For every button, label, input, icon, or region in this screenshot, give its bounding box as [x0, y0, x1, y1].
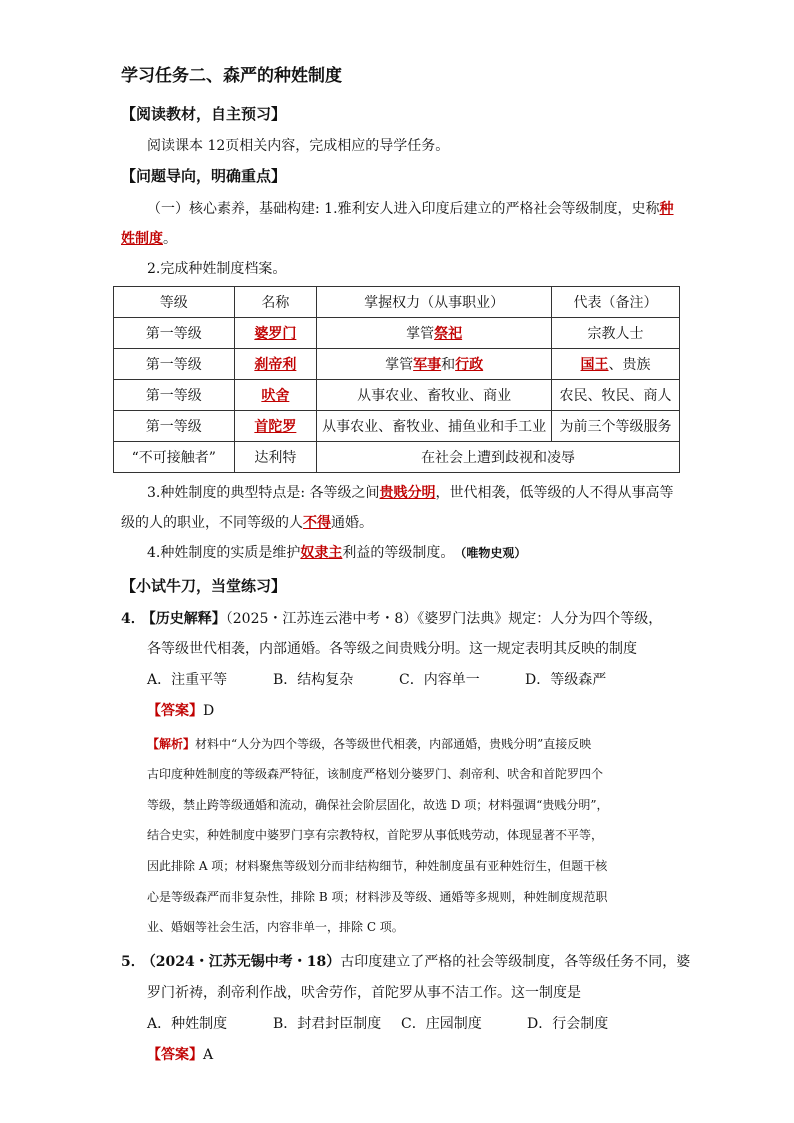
cell-power: [317, 380, 552, 411]
option-a: A．注重平等: [147, 672, 228, 688]
header-level: 等级: [114, 287, 235, 318]
exercise-5-source: （2024・江苏无锡中考・18）: [148, 954, 341, 970]
analysis-line: 古印度种姓制度的等级森严特征，该制度严格划分婆罗门、刹帝利、吠舍和首陀罗四个: [147, 767, 604, 781]
representative-text: 农民、牧民、商人: [559, 388, 672, 404]
analysis-line: 业、婚姻等社会生活，内容非单一，排除 C 项。: [147, 920, 404, 934]
exercise-4-options: [147, 670, 606, 690]
option-d: D．等级森严: [525, 672, 607, 688]
answer-label: 【答案】: [147, 703, 203, 719]
power-text: 掌管: [385, 357, 414, 373]
exercise-5-stem-2: 罗门祈祷，刹帝利作战，吠舍劳作，首陀罗从事不洁工作。这一制度是: [147, 985, 581, 1001]
cell-name: 达利特: [234, 442, 317, 473]
section-heading-preview: 【阅读教材，自主预习】: [121, 105, 287, 123]
cell-representative: [552, 411, 680, 442]
question-4-line: [147, 543, 526, 563]
question-3-line-2: [121, 513, 373, 533]
cell-power: [317, 411, 552, 442]
caste-name: 首陀罗: [254, 419, 297, 435]
cell-representative: [552, 380, 680, 411]
exercise-4-source: （2025・江苏连云港中考・8）: [225, 611, 418, 627]
analysis-line: 心是等级森严而非复杂性，排除 B 项；材料涉及等级、通婚等多规则，种姓制度规范职: [147, 890, 608, 904]
representative-text: 宗教人士: [587, 326, 644, 342]
exercise-4-stem-1: 《婆罗门法典》规定：人分为四个等级，: [417, 611, 663, 627]
power-text-mid: 和: [441, 357, 456, 373]
exercise-5-answer: [147, 1045, 213, 1065]
cell-level: 第一等级: [114, 349, 235, 380]
caste-table: [113, 286, 680, 473]
question-1-line-1: [147, 199, 674, 219]
exercise-5-number: 5．: [121, 954, 145, 970]
power-answer: 祭祀: [434, 326, 463, 342]
header-representative: 代表（备注）: [552, 287, 680, 318]
power-text: 从事农业、畜牧业、捕鱼业和手工业: [322, 419, 547, 435]
option-c: C．内容单一: [399, 672, 480, 688]
question-4-text: 4.种姓制度的实质是维护: [147, 545, 301, 561]
question-3-text-2: 级的人的职业，不同等级的人: [121, 515, 303, 531]
power-text: 从事农业、畜牧业、商业: [357, 388, 512, 404]
exercise-4-stem-2: 各等级世代相袭，内部通婚。各等级之间贵贱分明。这一规定表明其反映的制度: [147, 641, 637, 657]
question-1-line-2: [121, 229, 177, 249]
cell-level: 第一等级: [114, 380, 235, 411]
representative-answer: 国王: [580, 357, 609, 373]
page-title: 学习任务二、森严的种姓制度: [121, 66, 342, 86]
option-b: B．封君封臣制度: [273, 1016, 382, 1032]
exercise-4-number: 4．: [121, 611, 145, 627]
question-3-answer-2: 不得: [303, 515, 331, 531]
power-answer-2: 行政: [455, 357, 484, 373]
answer-value: A: [203, 1047, 214, 1063]
table-row: [114, 380, 680, 411]
exercise-4-stem-line-1: [121, 609, 662, 629]
caste-name: 婆罗门: [254, 326, 297, 342]
cell-level: 第一等级: [114, 411, 235, 442]
caste-name: 刹帝利: [254, 357, 297, 373]
section-heading-focus: 【问题导向，明确重点】: [121, 167, 287, 185]
question-1-answer-part-1: 种: [659, 201, 674, 217]
option-a: A．种姓制度: [147, 1016, 228, 1032]
table-row: [114, 318, 680, 349]
exercise-5-stem-1: 古印度建立了严格的社会等级制度，各等级任务不同，婆: [340, 954, 691, 970]
question-4-note: （唯物史观）: [460, 546, 527, 560]
representative-text: 为前三个等级服务: [559, 419, 672, 435]
cell-level: 第一等级: [114, 318, 235, 349]
table-header-row: [114, 287, 680, 318]
section-heading-practice: 【小试牛刀，当堂练习】: [121, 577, 287, 595]
answer-value: D: [203, 703, 215, 719]
representative-text: 、贵族: [608, 357, 651, 373]
question-3-text-cont: ，世代相袭，低等级的人不得从事高等: [435, 485, 674, 501]
cell-representative: [552, 318, 680, 349]
option-d: D．行会制度: [527, 1016, 609, 1032]
analysis-line: 等级，禁止跨等级通婚和流动，确保社会阶层固化，故选 D 项；材料强调“贵贱分明”，: [147, 798, 609, 812]
question-1-end: 。: [163, 231, 177, 247]
question-4-text-cont: 利益的等级制度。: [342, 545, 455, 561]
header-power: 掌握权力（从事职业）: [317, 287, 552, 318]
exercise-5-stem-line-1: [121, 952, 690, 972]
exercise-5-options: [147, 1014, 608, 1034]
analysis-text: 材料中“人分为四个等级，各等级世代相袭，内部通婚，贵贱分明”直接反映: [195, 737, 592, 751]
table-row-untouchables: [114, 442, 680, 473]
question-3-line-1: [147, 483, 674, 503]
answer-label: 【答案】: [147, 1047, 203, 1063]
option-c: C．庄园制度: [401, 1016, 482, 1032]
analysis-line: [147, 735, 591, 753]
cell-name: [234, 380, 317, 411]
power-text: 掌管: [406, 326, 435, 342]
cell-name: [234, 411, 317, 442]
question-2: 2.完成种姓制度档案。: [147, 261, 287, 277]
cell-representative: [552, 349, 680, 380]
preview-instruction: 阅读课本 12页相关内容，完成相应的导学任务。: [147, 138, 450, 154]
question-3-end: 通婚。: [331, 515, 373, 531]
question-3-answer: 贵贱分明: [379, 485, 436, 501]
table-row: [114, 349, 680, 380]
cell-power: [317, 318, 552, 349]
caste-name: 吠舍: [261, 388, 290, 404]
exercise-4-tag: 【历史解释】: [148, 611, 226, 627]
question-3-text: 3.种姓制度的典型特点是: 各等级之间: [147, 485, 380, 501]
question-1-answer-part-2: 姓制度: [121, 231, 163, 247]
cell-name: [234, 318, 317, 349]
table-row: [114, 411, 680, 442]
option-b: B．结构复杂: [273, 672, 354, 688]
analysis-line: 结合史实，种姓制度中婆罗门享有宗教特权，首陀罗从事低贱劳动，体现显著不平等，: [147, 828, 604, 842]
question-4-answer: 奴隶主: [300, 545, 343, 561]
cell-level: “不可接触者”: [114, 442, 235, 473]
analysis-label: 【解析】: [147, 737, 196, 751]
exercise-4-answer: [147, 701, 214, 721]
cell-name: [234, 349, 317, 380]
cell-note: 在社会上遭到歧视和凌辱: [317, 442, 680, 473]
power-answer: 军事: [413, 357, 442, 373]
question-1-text: （一）核心素养，基础构建: 1.雅利安人进入印度后建立的严格社会等级制度，史称: [147, 201, 660, 217]
analysis-line: 因此排除 A 项；材料聚焦等级划分而非结构细节，种姓制度虽有亚种姓衍生，但题干核: [147, 859, 608, 873]
header-name: 名称: [234, 287, 317, 318]
cell-power: [317, 349, 552, 380]
